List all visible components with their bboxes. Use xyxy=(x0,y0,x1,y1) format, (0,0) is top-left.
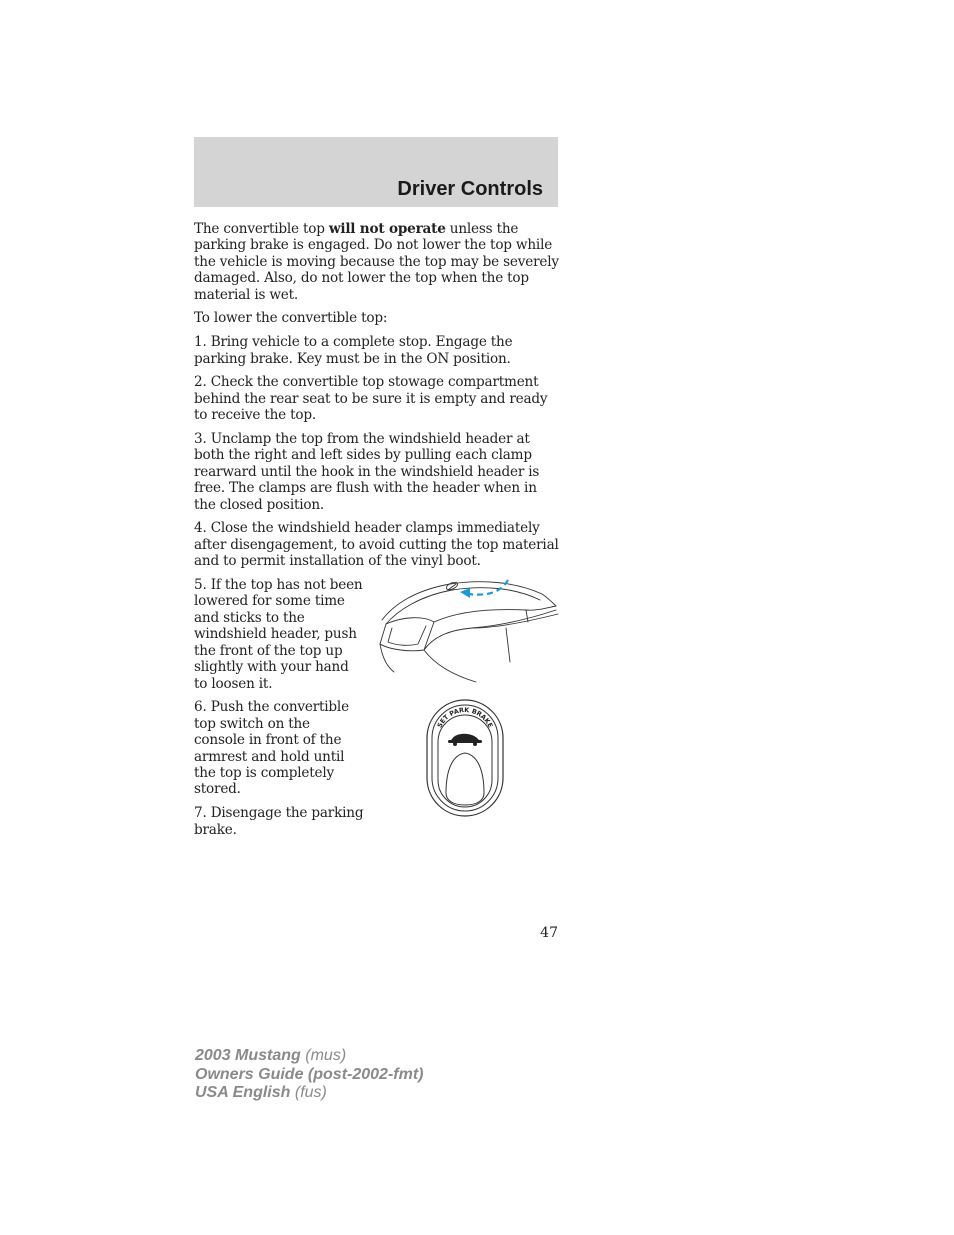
convertible-icon xyxy=(448,734,482,746)
step-7: 7. Disengage the parking brake. xyxy=(194,805,364,838)
step-4: 4. Close the windshield header clamps immediately after disengagement, to avoid cutting the top material and to permit installation of the vinyl boot. xyxy=(194,520,559,570)
step-2: 2. Check the convertible top stowage compartment behind the rear seat to be sure it is empty and ready to receive the top. xyxy=(194,374,548,424)
footer-model: 2003 Mustang xyxy=(195,1047,301,1064)
intro-emphasis: will not operate xyxy=(328,221,446,237)
intro-text-end: unless the parking brake is engaged. Do not lower the top while the vehicle is moving because the top may be severely damaged. Also, do not lower the top when the top material is wet. xyxy=(194,221,559,303)
footer-model-code: (mus) xyxy=(300,1047,347,1064)
step-6: 6. Push the convertible top switch on the console in front of the armrest and hold until the top is completely stored. xyxy=(194,699,349,798)
step-1: 1. Bring vehicle to a complete stop. Engage the parking brake. Key must be in the ON position. xyxy=(194,334,513,367)
page-number: 47 xyxy=(540,925,558,941)
intro-text-start: The convertible top xyxy=(194,221,329,237)
intro-paragraph xyxy=(194,221,560,303)
section-title: Driver Controls xyxy=(397,178,543,200)
section-header xyxy=(194,137,558,207)
switch-label: SET PARK BRAKE xyxy=(435,706,495,730)
step-5: 5. If the top has not been lowered for some time and sticks to the windshield header, push the front of the top up slightly with your hand to loosen it. xyxy=(194,577,363,692)
document-footer xyxy=(195,1047,423,1103)
step-3: 3. Unclamp the top from the windshield header at both the right and left sides by pulling each clamp rearward until the hook in the windshield header is free. The clamps are flush with the header when in the closed position. xyxy=(194,431,540,513)
switch-rocker[interactable] xyxy=(446,753,484,805)
footer-line-2: Owners Guide (post-2002-fmt) xyxy=(195,1065,424,1083)
convertible-top-illustration xyxy=(376,576,560,686)
convertible-top-switch-illustration xyxy=(424,697,506,819)
footer-line-3 xyxy=(195,1084,423,1103)
footer-language-code: (fus) xyxy=(290,1084,327,1101)
footer-line-1 xyxy=(195,1047,423,1066)
lead-paragraph: To lower the convertible top: xyxy=(194,310,388,327)
footer-language: USA English xyxy=(195,1084,291,1101)
arrow-head-icon xyxy=(460,588,470,598)
